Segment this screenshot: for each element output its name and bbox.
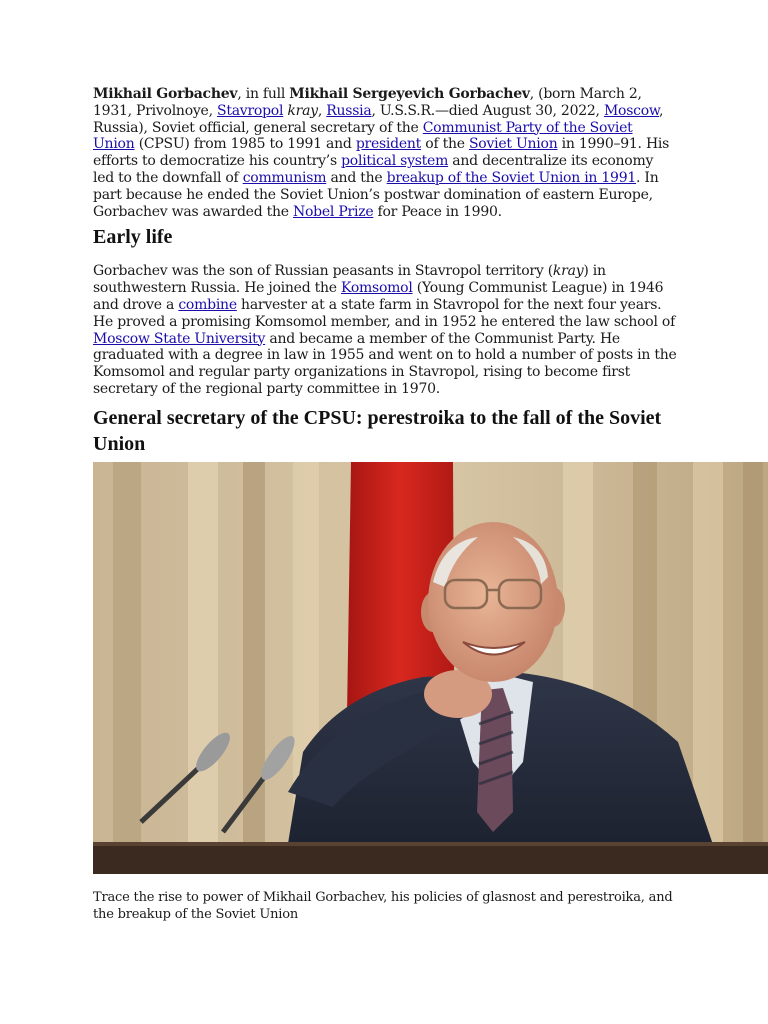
early-life-text: harvester at a state farm in Stavropol for the next four years. He proved a promising Komsomol member, and in 1952 he entered the law school of: [93, 296, 676, 330]
intro-text: for Peace in 1990.: [373, 203, 502, 220]
figure-caption: Trace the rise to power of Mikhail Gorbachev, his policies of glasnost and perestroika, and the breakup of the Soviet Union: [93, 890, 673, 922]
link-communist-party[interactable]: Communist Party of the Soviet Union: [93, 119, 633, 153]
early-life-text: ) in southwestern Russia. He joined the: [93, 263, 606, 297]
kray-term: kray: [552, 263, 584, 280]
link-president[interactable]: president: [355, 136, 422, 153]
heading-early-life: Early life: [93, 226, 173, 249]
early-life-paragraph: [93, 263, 678, 397]
link-communism[interactable]: communism: [242, 169, 327, 186]
link-russia[interactable]: Russia: [326, 102, 372, 119]
link-komsomol[interactable]: Komsomol: [340, 280, 413, 297]
link-nobel-prize[interactable]: Nobel Prize: [293, 203, 374, 220]
gorbachev-photo[interactable]: [93, 462, 768, 874]
link-stavropol[interactable]: Stavropol: [216, 102, 284, 119]
link-breakup-soviet-union[interactable]: breakup of the Soviet Union in 1991: [386, 169, 637, 186]
article-body: [93, 86, 678, 457]
early-life-text: Gorbachev was the son of Russian peasants in Stavropol territory (: [93, 263, 553, 280]
intro-text: , in full: [237, 86, 290, 102]
intro-text: , Russia), Soviet official, general secretary of the: [93, 102, 664, 136]
intro-text: in 1990–91. His efforts to democratize his country’s: [93, 136, 670, 170]
link-political-system[interactable]: political system: [341, 153, 449, 170]
kray-term: kray: [287, 102, 318, 119]
heading-general-secretary: General secretary of the CPSU: perestroika to the fall of the Soviet Union: [93, 406, 662, 455]
podium: [93, 842, 768, 874]
link-combine[interactable]: combine: [178, 296, 237, 313]
intro-text: . In part because he ended the Soviet Union’s postwar domination of eastern Europe, Gorbachev was awarded the: [93, 169, 659, 220]
intro-paragraph: [93, 86, 678, 220]
intro-text: , U.S.S.R.—died August 30, 2022,: [371, 102, 604, 119]
early-life-text: (Young Communist League) in 1946 and drove a: [93, 280, 664, 313]
early-life-text: and became a member of the Communist Party. He graduated with a degree in law in 1955 and went on to hold a number of posts in the Komsomol and regular party organizations in Stavropol, rising to become first secretary of the regional party committee in 1970.: [93, 330, 677, 397]
intro-text: (CPSU) from 1985 to 1991 and: [134, 136, 356, 153]
podium-edge: [93, 842, 768, 846]
link-moscow-state-university[interactable]: Moscow State University: [93, 330, 266, 347]
intro-text: , (born March 2, 1931, Privolnoye,: [93, 86, 642, 119]
head: [428, 522, 558, 682]
intro-text: of the: [421, 136, 469, 153]
link-moscow[interactable]: Moscow: [603, 102, 659, 119]
link-soviet-union[interactable]: Soviet Union: [468, 136, 558, 153]
intro-text: and decentralize its economy led to the downfall of: [93, 153, 654, 186]
subject-full-name: Mikhail Sergeyevich Gorbachev: [289, 86, 530, 102]
intro-text: and the: [326, 169, 387, 186]
photo-illustration: [93, 462, 768, 874]
intro-text: ,: [317, 102, 327, 119]
subject-name: Mikhail Gorbachev: [93, 86, 238, 102]
